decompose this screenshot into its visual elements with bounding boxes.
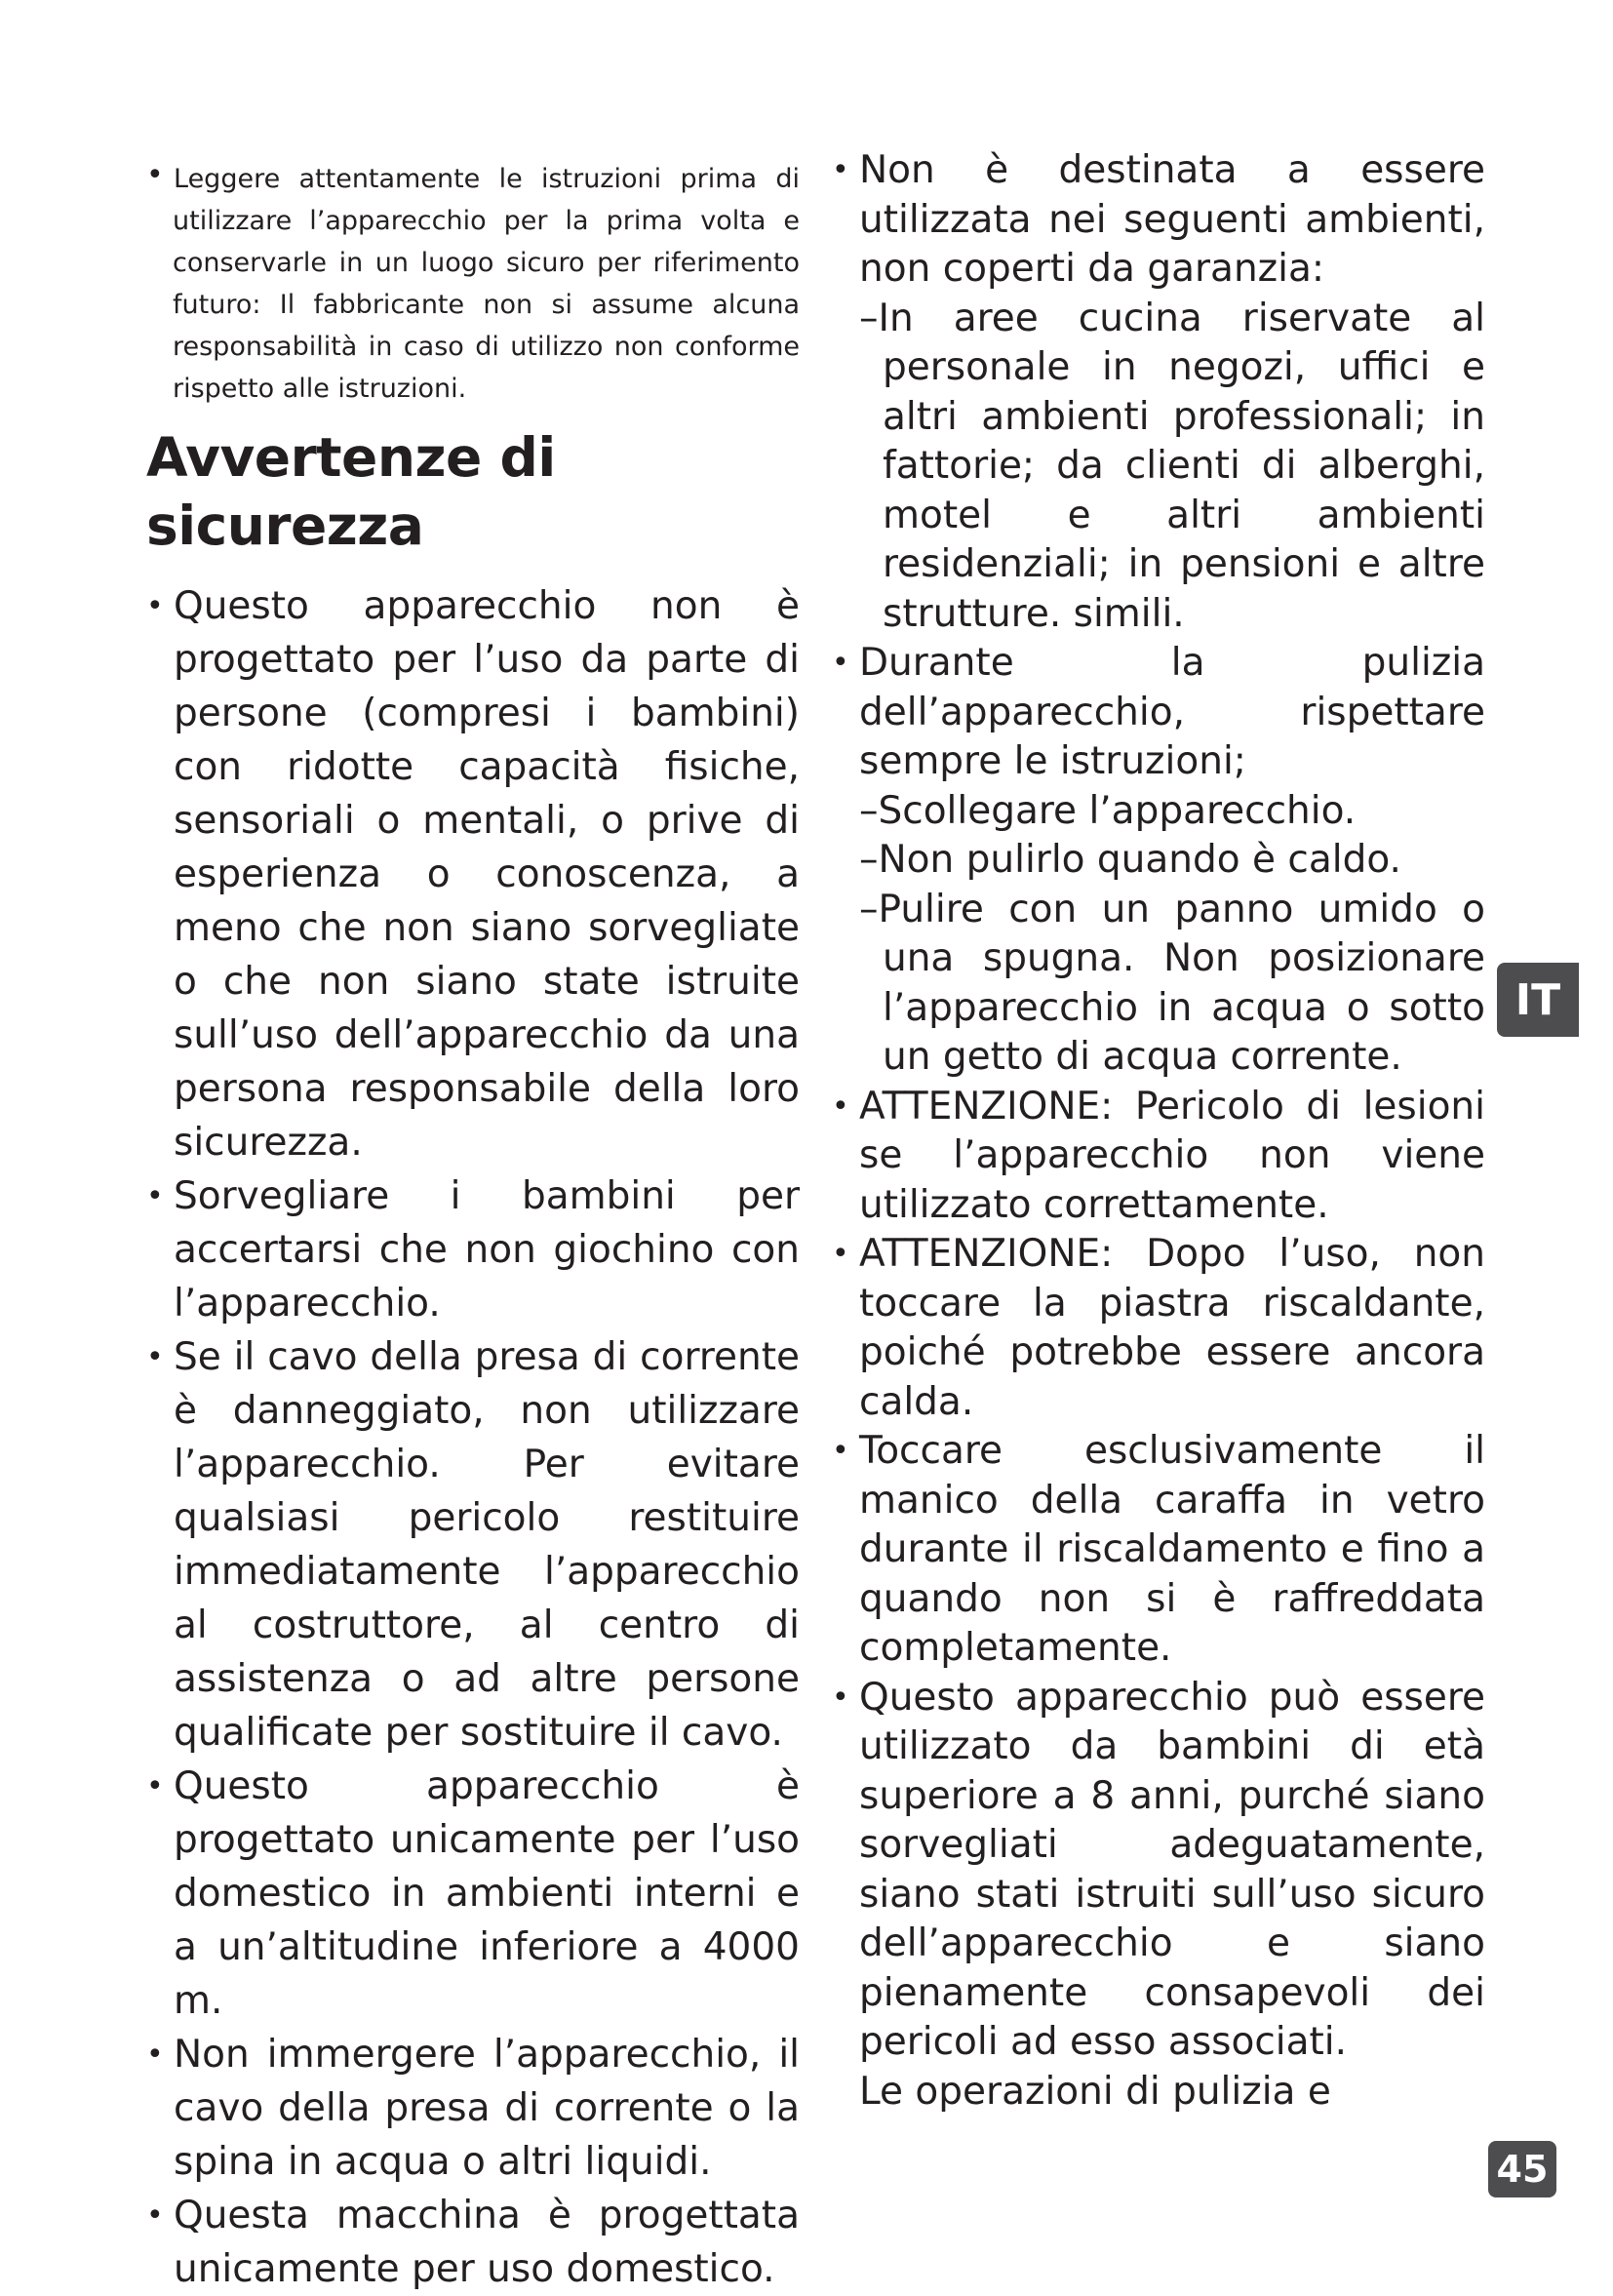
dash-icon: – — [859, 887, 879, 931]
sub-list — [859, 295, 1485, 640]
list-item: • Sorvegliare i bambini per accertarsi che non giochino con l’apparecchio. — [146, 1169, 800, 1330]
list-item: • Toccare esclusivamente il manico della caraffa in vetro durante il riscaldamento e fino a quando non si è raffreddata completamente. — [832, 1429, 1485, 1670]
list-item: • Questa macchina è progettata unicamente per uso domestico. — [146, 2189, 800, 2296]
bullet-icon: • — [832, 1434, 849, 1468]
bullet-icon: • — [146, 589, 164, 623]
list-item: • Durante la pulizia dell’apparecchio, rispettare sempre le istruzioni; –Scollegare l’apparecchio. –Non pulirlo quando è caldo. –Pulire con un panno umido o una spugna. Non posizionare l’apparecchio in acqua o sotto un getto di acqua corrente. — [832, 639, 1485, 1083]
list-item: • Questo apparecchio è progettato unicamente per l’uso domestico in ambienti interni e a un’altitudine inferiore a 4000 m. — [146, 1760, 800, 2028]
dash-icon: – — [859, 788, 879, 833]
section-heading: Avvertenze di sicurezza — [146, 426, 556, 557]
list-item-continued: Le operazioni di pulizia e — [859, 2069, 1331, 2114]
sub-list-item: –In aree cucina riservate al personale in negozi, uffici e altri ambienti professionali; in fattorie; da clienti di alberghi, motel e altri ambienti residenziali; in pensioni e altre strutture. simili. — [859, 296, 1485, 636]
bullet-icon: • — [146, 158, 164, 192]
safety-list-right — [832, 146, 1485, 2117]
bullet-icon: • — [832, 1680, 849, 1715]
bullet-icon: • — [832, 646, 849, 680]
list-item: • ATTENZIONE: Pericolo di lesioni se l’apparecchio non viene utilizzato correttamente. — [832, 1084, 1485, 1227]
list-item: • Se il cavo della presa di corrente è danneggiato, non utilizzare l’apparecchio. Per evitare qualsiasi pericolo restituire immediatamente l’apparecchio al costruttore, al centro di assistenza o ad altre persone qualificate per sostituire il cavo. — [146, 1330, 800, 1760]
list-item: • Non immergere l’apparecchio, il cavo della presa di corrente o la spina in acqua o altri liquidi. — [146, 2028, 800, 2189]
bullet-icon: • — [146, 1340, 164, 1374]
language-tab: IT — [1497, 963, 1579, 1037]
right-column — [832, 146, 1485, 2117]
bullet-icon: • — [832, 153, 849, 187]
bullet-icon: • — [832, 1089, 849, 1124]
sub-list-item: –Scollegare l’apparecchio. — [859, 787, 1485, 837]
sub-list — [859, 787, 1485, 1083]
left-column — [146, 146, 800, 2296]
sub-list-item: –Non pulirlo quando è caldo. — [859, 836, 1485, 886]
dash-icon: – — [859, 838, 879, 882]
intro-paragraph — [146, 154, 800, 410]
bullet-icon: • — [146, 2198, 164, 2233]
bullet-icon: • — [146, 2038, 164, 2072]
sub-list-item: –Pulire con un panno umido o una spugna. Non posizionare l’apparecchio in acqua o sotto un getto di acqua corrente. — [859, 887, 1485, 1079]
list-item: • Questo apparecchio può essere utilizzato da bambini di età superiore a 8 anni, purché siano sorvegliati adeguatamente, siano stati istruiti sull’uso sicuro dell’apparecchio e siano pienamente consapevoli dei pericoli ad esso associati. — [832, 1675, 1485, 2064]
dash-icon: – — [859, 296, 879, 340]
list-item: • Questo apparecchio non è progettato per l’uso da parte di persone (compresi i bambini) con ridotte capacità fisiche, sensoriali o mentali, o prive di esperienza o conoscenza, a meno che non siano sorvegliate o che non siano state istruite sull’uso dell’apparecchio da una persona responsabile della loro sicurezza. — [146, 579, 800, 1169]
bullet-icon: • — [146, 1769, 164, 1803]
safety-list-left — [146, 579, 800, 2296]
intro-text: Leggere attentamente le istruzioni prima di utilizzare l’apparecchio per la prima volta e conservarle in un luogo sicuro per riferimento futuro: Il fabbricante non si assume alcuna responsabilità in caso di utilizzo non conforme rispetto alle istruzioni. — [173, 164, 800, 404]
bullet-icon: • — [832, 1237, 849, 1271]
page-number: 45 — [1488, 2141, 1556, 2197]
bullet-icon: • — [146, 1179, 164, 1213]
list-item: • ATTENZIONE: Dopo l’uso, non toccare la piastra riscaldante, poiché potrebbe essere ancora calda. — [832, 1232, 1485, 1424]
list-item: • Non è destinata a essere utilizzata nei seguenti ambienti, non coperti da garanzia: –In aree cucina riservate al personale in negozi, uffici e altri ambienti professionali; in fattorie; da clienti di alberghi, motel e altri ambienti residenziali; in pensioni e altre strutture. simili. — [832, 146, 1485, 639]
